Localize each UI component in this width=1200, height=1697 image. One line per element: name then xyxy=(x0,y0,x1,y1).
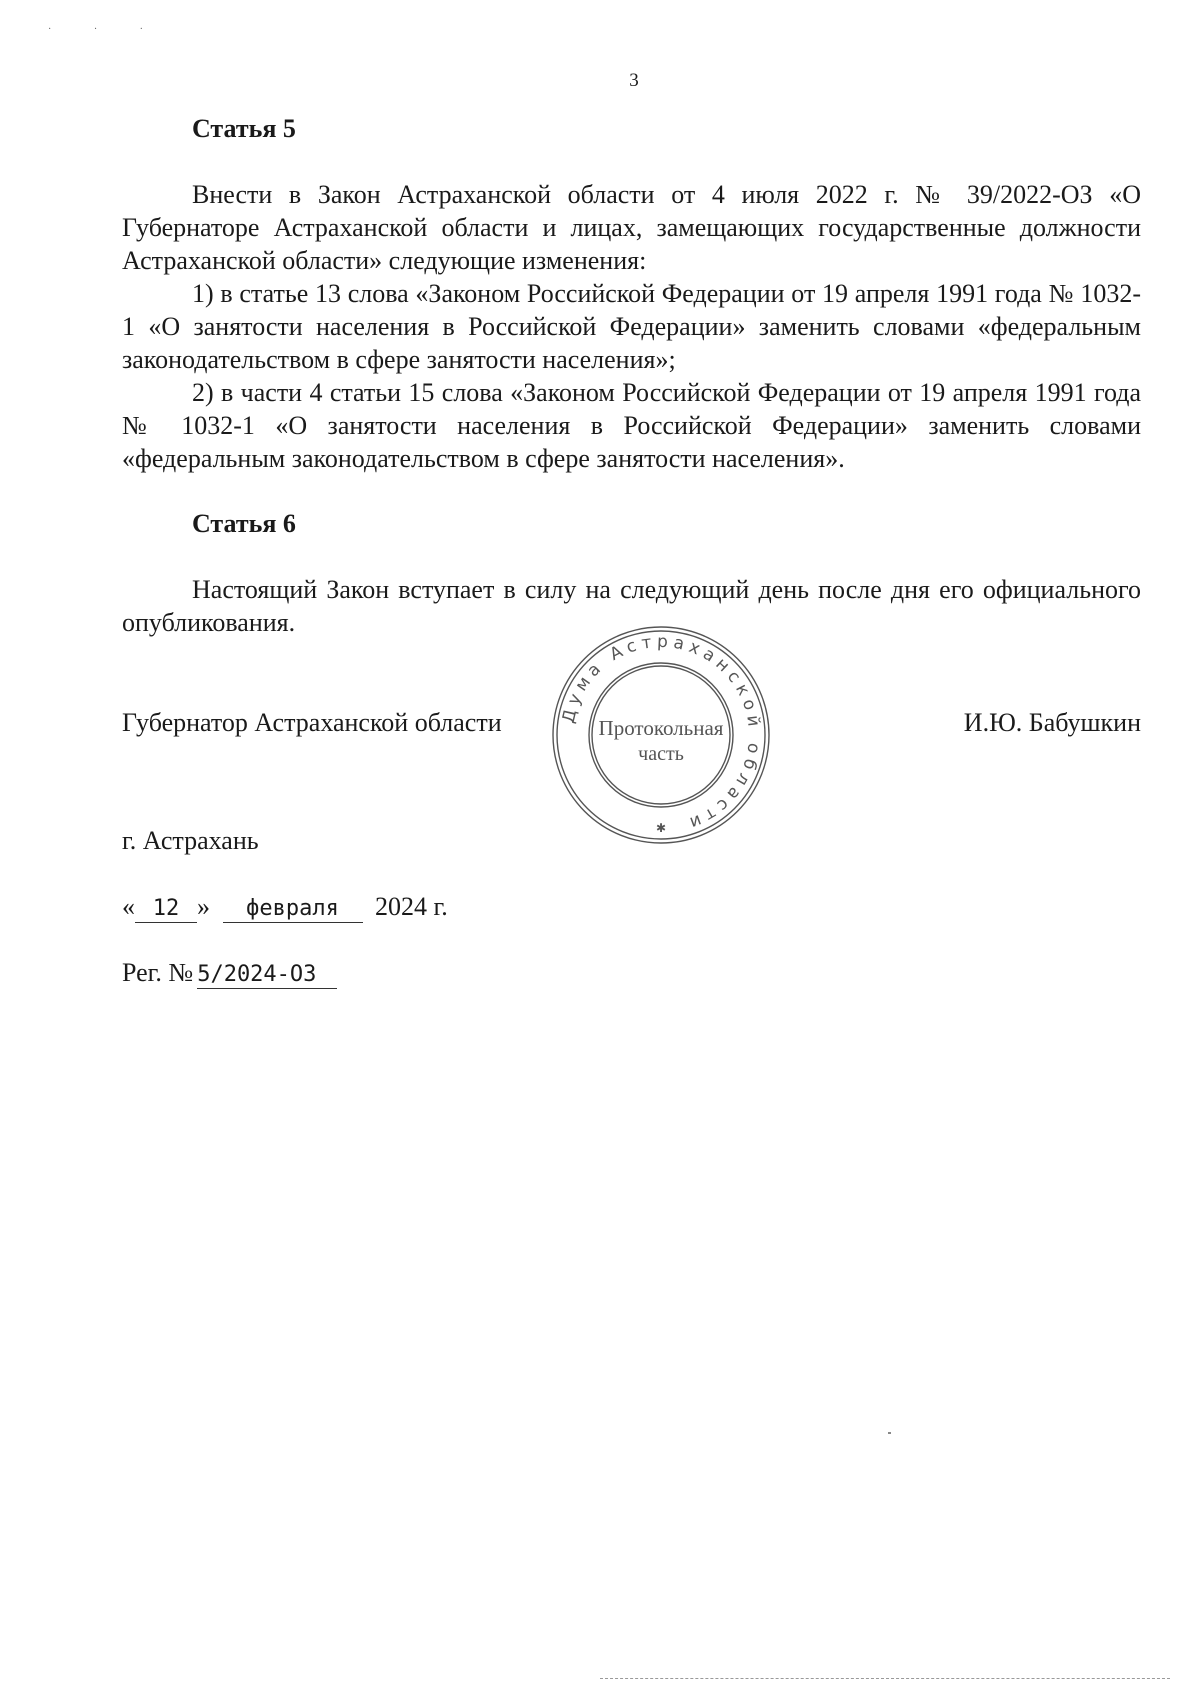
date-year: 2024 г. xyxy=(375,892,448,921)
registration-number: 5/2024-ОЗ xyxy=(197,962,337,989)
article-5-item-2: 2) в части 4 статьи 15 слова «Законом Российской Федерации от 19 апреля 1991 года № 1032-1 «О занятости населения в Российской Федерации» заменить словами «федеральным законодательством в сфере занятости населения». xyxy=(122,378,1141,473)
date-close-quote: » xyxy=(197,892,210,921)
registration-label: Рег. № xyxy=(122,958,194,987)
article-5-item-1: 1) в статье 13 слова «Законом Российской Федерации от 19 апреля 1991 года № 1032-1 «О занятости населения в Российской Федерации» заменить словами «федеральным законодательством в сфере занятости населения»; xyxy=(122,279,1141,374)
scan-artifact: · · · xyxy=(48,24,163,35)
city: г. Астрахань xyxy=(122,826,259,855)
article-6-text: Настоящий Закон вступает в силу на следующий день после дня его официального опубликования. xyxy=(122,575,1141,637)
signing-date xyxy=(122,892,448,923)
signatory-position: Губернатор Астраханской области xyxy=(122,708,502,737)
article-6-title: Статья 6 xyxy=(192,509,296,538)
page-number: 3 xyxy=(629,70,639,91)
law-body xyxy=(122,112,1141,639)
seal-inner-line-2: часть xyxy=(638,743,684,765)
date-day: 12 xyxy=(135,896,197,923)
article-5-title: Статья 5 xyxy=(192,114,296,143)
signatory-name: И.Ю. Бабушкин xyxy=(963,708,1141,737)
seal-outer-text-path: Дума Астраханской области xyxy=(558,631,765,835)
scan-artifact-dot xyxy=(888,1432,891,1434)
seal-inner-line-1: Протокольная xyxy=(598,716,724,740)
registration-line xyxy=(122,958,337,989)
date-month: февраля xyxy=(223,896,363,923)
date-open-quote: « xyxy=(122,892,135,921)
official-seal-stamp xyxy=(548,622,774,848)
seal-star-icon: ✱ xyxy=(655,821,667,835)
article-5-intro: Внести в Закон Астраханской области от 4 июля 2022 г. № 39/2022-ОЗ «О Губернаторе Астраханской области и лицах, замещающих государственные должности Астраханской области» следующие изменения: xyxy=(122,180,1141,275)
scan-bottom-edge xyxy=(600,1678,1170,1679)
